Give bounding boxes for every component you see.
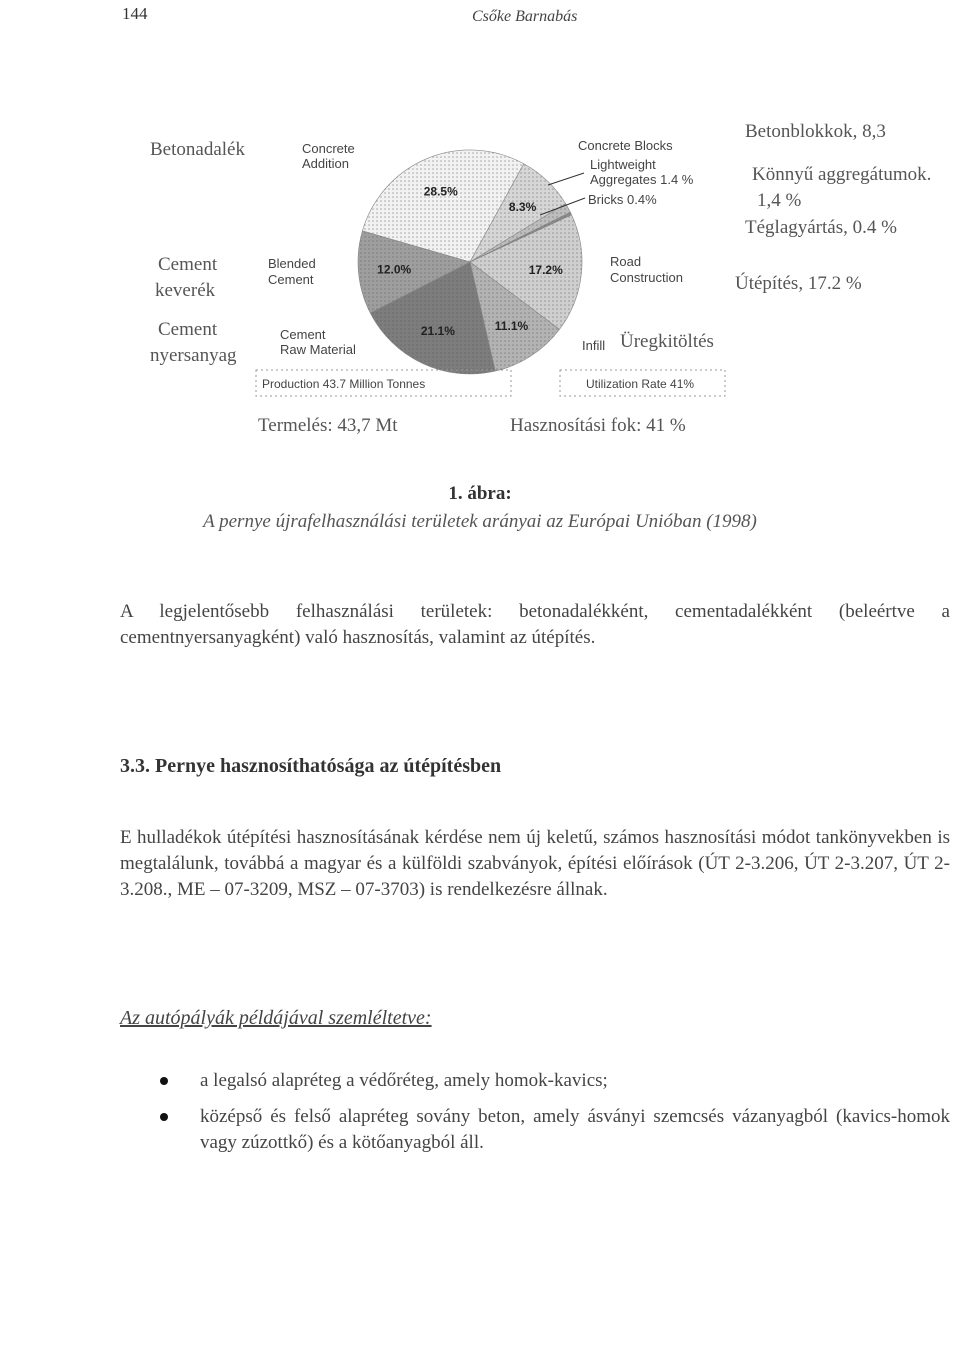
pie-label-utilization: Utilization Rate 41%	[586, 377, 695, 391]
paragraph-2: E hulladékok útépítési hasznosításának kérdése nem új keletű, számos hasznosítási módot tankönyvekben is megtalálunk, továbbá a magyar és a külföldi szabványok, építési előírások (ÚT 2-3.206, ÚT 2-3.207, ÚT 2-3.208., ME – 07-3209, MSZ – 07-3703) is rendelkezésre állnak.	[120, 827, 950, 900]
lightweight-leader-line	[548, 173, 584, 185]
pie-label-blended-1: Blended	[268, 256, 316, 271]
pie-percent-label: 28.5%	[423, 184, 458, 199]
label-konnyu-1: Könnyű aggregátumok.	[752, 164, 932, 185]
bullet-icon	[160, 1113, 168, 1121]
pie-label-infill: Infill	[582, 338, 606, 353]
pie-percent-label: 11.1%	[494, 318, 529, 333]
label-uregkitoltes: Üregkitöltés	[620, 331, 714, 352]
paragraph-1: A legjelentősebb felhasználási területek: betonadalékként, cementadalékként (beleértve a cementnyersanyagként) való hasznosítás, valamint az útépítés.	[120, 601, 950, 648]
label-teglagyartas: Téglagyártás, 0.4 %	[745, 217, 897, 238]
pie-label-concrete-addition-2: Addition	[302, 156, 349, 171]
pie-label-lightweight-2: Aggregates 1.4 %	[590, 172, 694, 187]
bullet-list	[160, 1068, 950, 1166]
pie-label-road-2: Construction	[610, 270, 683, 285]
pie-slices	[358, 150, 582, 374]
label-betonblokkok: Betonblokkok, 8,3	[745, 121, 886, 142]
bullet-icon	[160, 1077, 168, 1085]
list-item-text: középső és felső alapréteg sovány beton, amely ásványi szemcsés vázanyagból (kavics-homok vagy zúzottkő) és a kötőanyagból áll.	[200, 1106, 950, 1153]
pie-percent-label: 8.3%	[508, 199, 537, 214]
label-cement-keverek-2: keverék	[155, 280, 216, 301]
label-cement-nyersanyag-2: nyersanyag	[150, 345, 237, 366]
list-item-text: a legalsó alapréteg a védőréteg, amely homok-kavics;	[200, 1070, 608, 1091]
pie-label-concrete-blocks: Concrete Blocks	[578, 138, 673, 153]
list-item	[160, 1104, 950, 1156]
pie-label-blended-2: Cement	[268, 272, 314, 287]
pie-label-bricks: Bricks 0.4%	[588, 192, 657, 207]
section-heading: 3.3. Pernye hasznosíthatósága az útépítésben	[120, 755, 502, 777]
pie-label-cement-raw-2: Raw Material	[280, 342, 356, 357]
pie-label-cement-raw-1: Cement	[280, 327, 326, 342]
pie-label-concrete-addition-1: Concrete	[302, 141, 355, 156]
total-termeles: Termelés: 43,7 Mt	[258, 415, 398, 436]
pie-label-lightweight-1: Lightweight	[590, 157, 656, 172]
label-cement-keverek-1: Cement	[158, 254, 218, 275]
figure-caption-subtitle: A pernye újrafelhasználási területek arányai az Európai Unióban (1998)	[203, 511, 757, 532]
running-head: Csőke Barnabás	[472, 8, 578, 25]
pie-percent-label: 17.2%	[528, 263, 563, 278]
label-konnyu-2: 1,4 %	[757, 190, 802, 211]
label-cement-nyersanyag-1: Cement	[158, 319, 218, 340]
label-betonadalek: Betonadalék	[150, 139, 245, 160]
pie-label-road-1: Road	[610, 254, 642, 269]
subheading: Az autópályák példájával szemléltetve:	[120, 1007, 432, 1029]
pie-percent-label: 12.0%	[377, 262, 412, 277]
pie-percent-label: 21.1%	[420, 324, 455, 339]
total-hasznositasi: Hasznosítási fok: 41 %	[510, 415, 686, 436]
pie-label-production: Production 43.7 Million Tonnes	[262, 377, 426, 391]
list-item	[160, 1068, 950, 1094]
label-utepites: Útépítés, 17.2 %	[735, 273, 862, 294]
figure-caption-title: 1. ábra:	[448, 483, 512, 504]
page-number: 144	[122, 4, 148, 23]
